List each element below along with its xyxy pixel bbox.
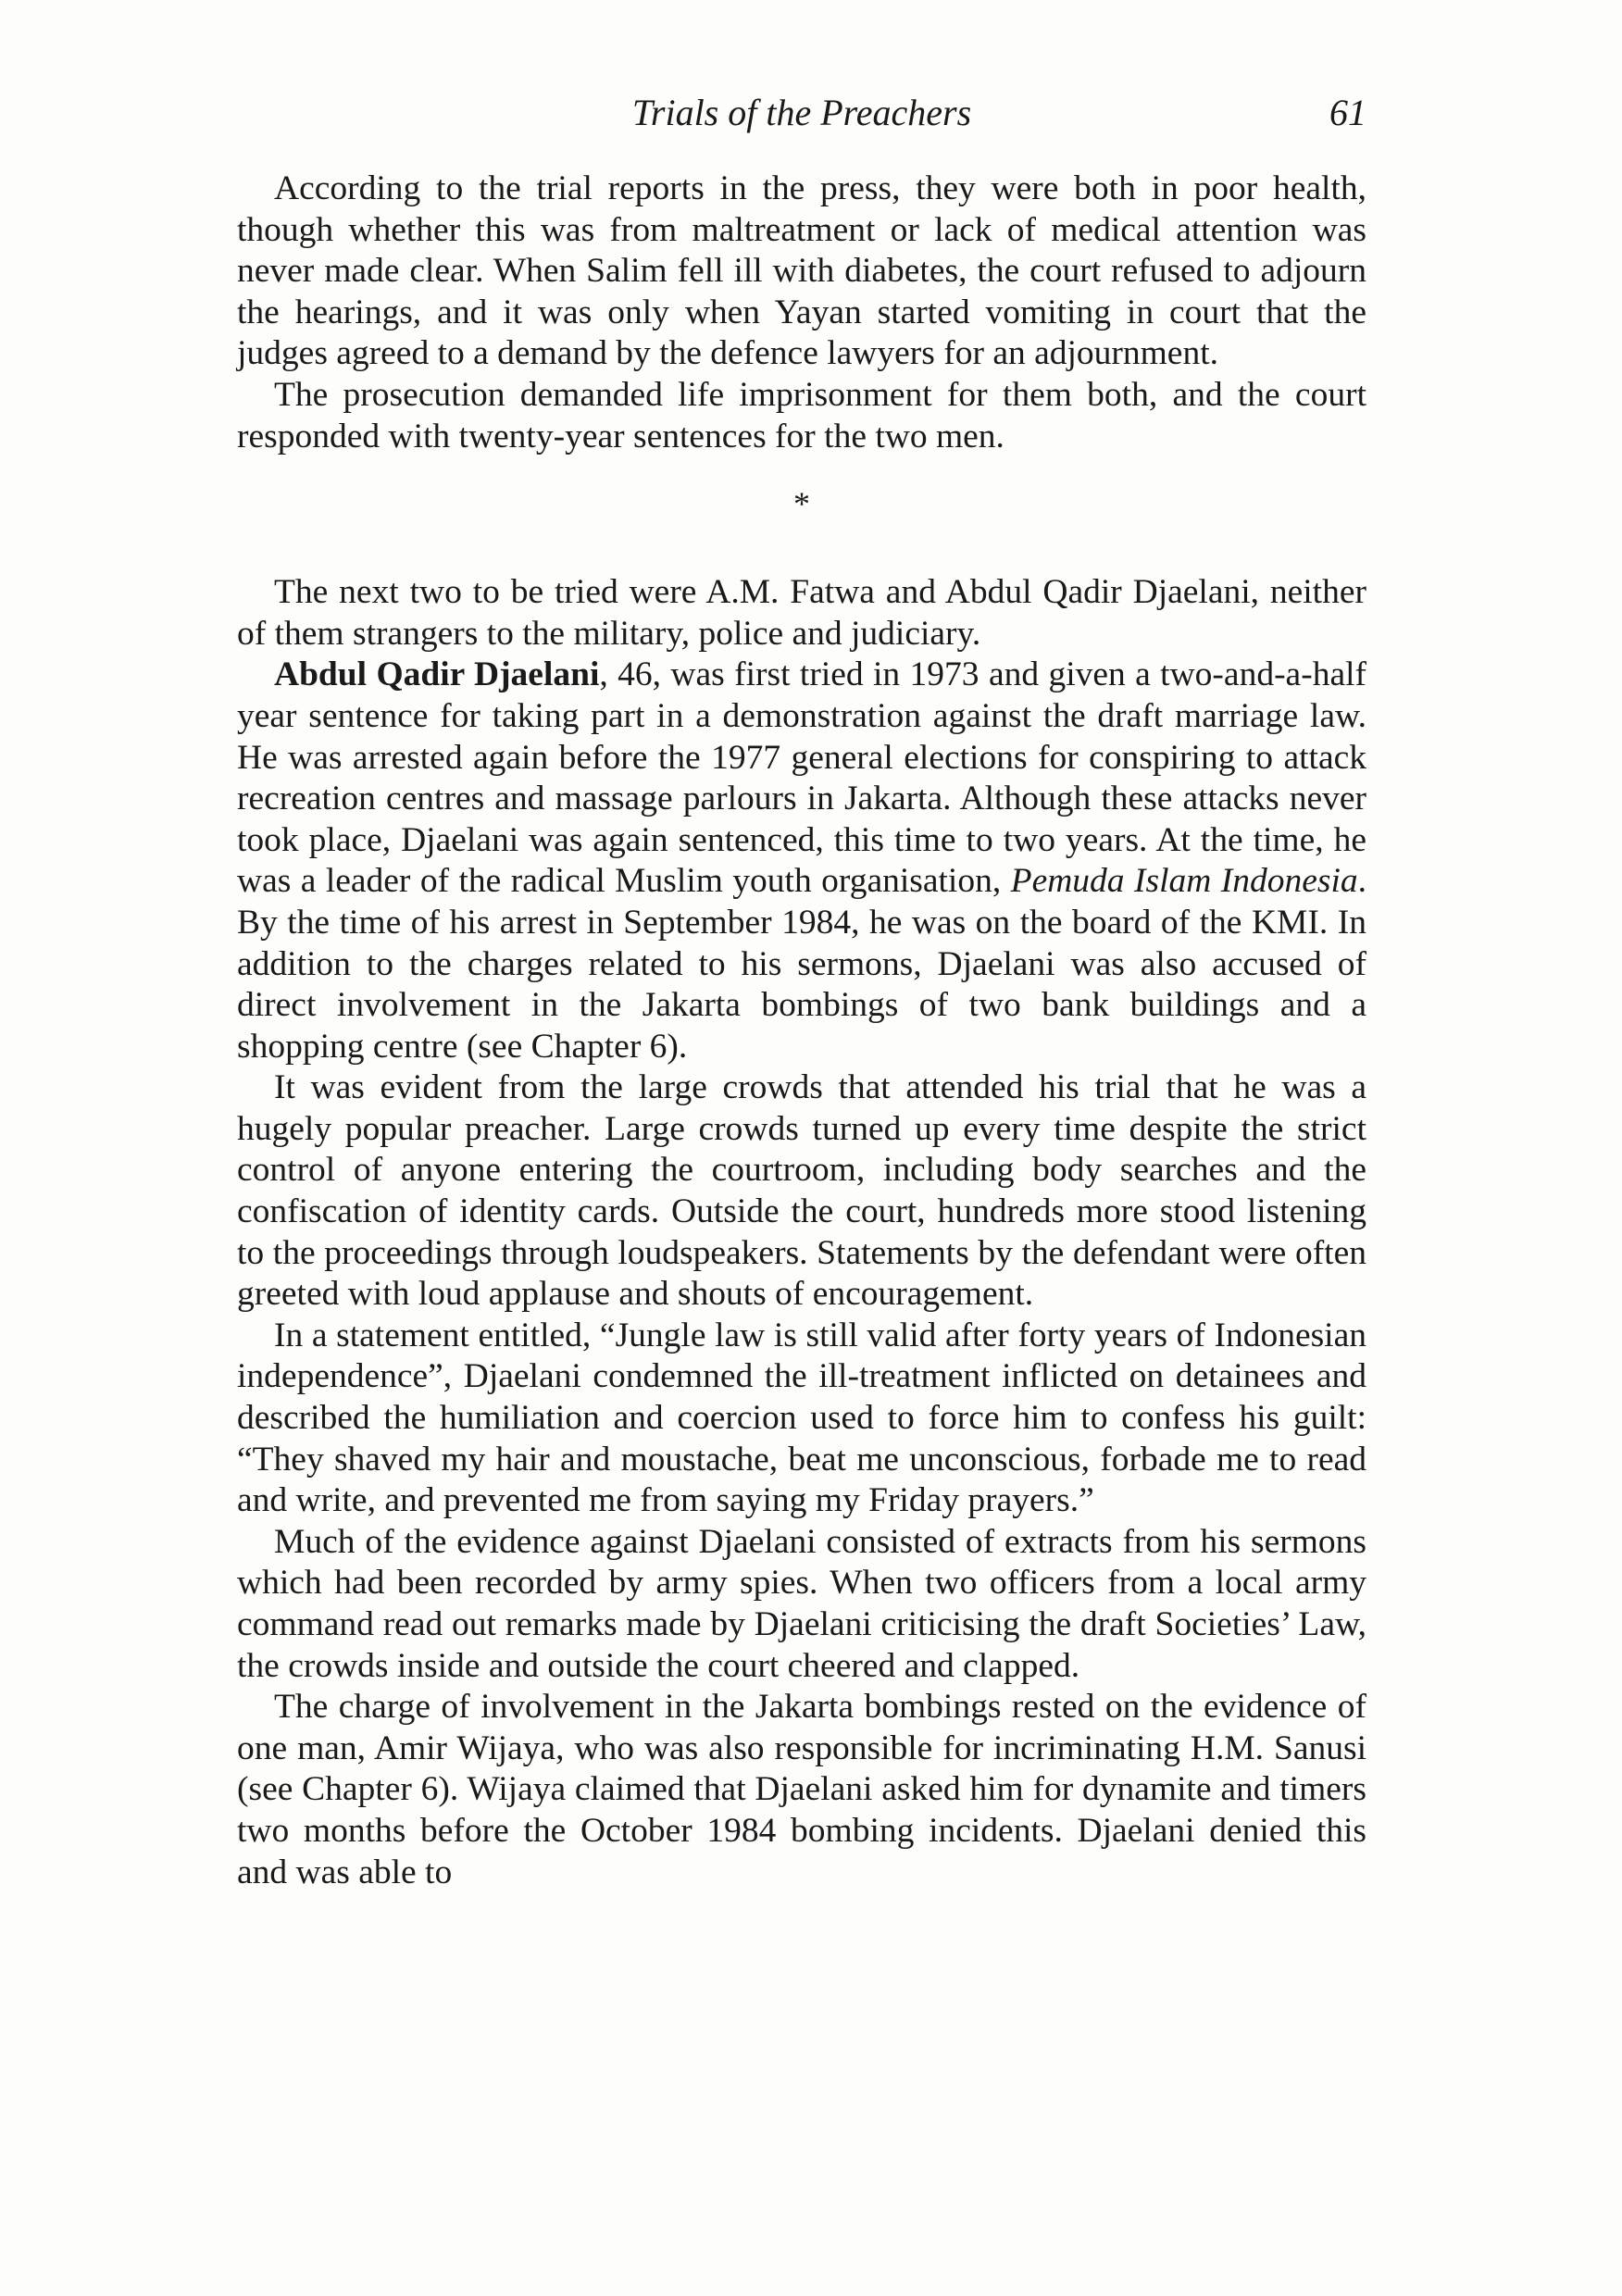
running-title: Trials of the Preachers bbox=[631, 92, 972, 133]
paragraph-7: Much of the evidence against Djaelani consisted of extracts from his sermons which had been recorded by army spies. When two officers from a local army command read out remarks made by Djaelani criticising the draft Societies’ Law, the crowds inside and outside the court cheered and clapped. bbox=[237, 1522, 1366, 1685]
paragraph-4 bbox=[237, 655, 1366, 1067]
page-number: 61 bbox=[1329, 92, 1366, 133]
running-head bbox=[237, 85, 1366, 141]
section-separator: * bbox=[793, 485, 810, 523]
organisation-name: Pemuda Islam Indonesia bbox=[1010, 862, 1358, 901]
paragraph-8: The charge of involvement in the Jakarta bombings rested on the evidence of one man, Amir Wijaya, who was also responsible for incriminating H.M. Sanusi (see Chapter 6). Wijaya claimed that Djaelani asked him for dynamite and timers two months before the October 1984 bombing incidents. Djaelani denied this and was able to bbox=[237, 1688, 1366, 1891]
paragraph-5: It was evident from the large crowds that attended his trial that he was a hugely popular preacher. Large crowds turned up every time despite the strict control of anyone entering the courtroom, including body searches and the confiscation of identity cards. Outside the court, hundreds more stood listening to the proceedings through loudspeakers. Statements by the defendant were often greeted with loud applause and shouts of encouragement. bbox=[237, 1068, 1366, 1314]
paragraph-6: In a statement entitled, “Jungle law is still valid after forty years of Indonesian independence”, Djaelani condemned the ill-treatment inflicted on detainees and described the humiliation and coercion used to force him to confess his guilt: “They shaved my hair and moustache, beat me unconscious, forbade me to read and write, and prevented me from saying my Friday prayers.” bbox=[237, 1316, 1366, 1520]
paragraph-4-text-a: , 46, was first tried in 1973 and given a two-and-a-half year sentence for taking part in a demonstration against the draft marriage law. He was arrested again before the 1977 general elections for conspiring to attack recreation centres and massage parlours in Jakarta. Although these attacks never took place, Djaelani was again sentenced, this time to two years. At the time, he was a leader of the radical Muslim youth organisation, bbox=[237, 655, 1366, 901]
paragraph-1: According to the trial reports in the press, they were both in poor health, though whether this was from maltreatment or lack of medical attention was never made clear. When Salim fell ill with diabetes, the court refused to adjourn the hearings, and it was only when Yayan started vomiting in court that the judges agreed to a demand by the defence lawyers for an adjournment. bbox=[237, 169, 1366, 373]
paragraph-4-text-b: . By the time of his arrest in September 1984, he was on the board of the KMI. In addition to the charges related to his sermons, Djaelani was also accused of direct involvement in the Jakarta bombings of two bank buildings and a shopping centre (see Chapter 6). bbox=[237, 862, 1367, 1066]
paragraph-3: The next two to be tried were A.M. Fatwa and Abdul Qadir Djaelani, neither of them strangers to the military, police and judiciary. bbox=[237, 573, 1366, 653]
body-text bbox=[237, 168, 1366, 1893]
run-in-name: Abdul Qadir Djaelani bbox=[274, 655, 600, 694]
paragraph-2: The prosecution demanded life imprisonment for them both, and the court responded with twenty-year sentences for the two men. bbox=[237, 375, 1366, 455]
